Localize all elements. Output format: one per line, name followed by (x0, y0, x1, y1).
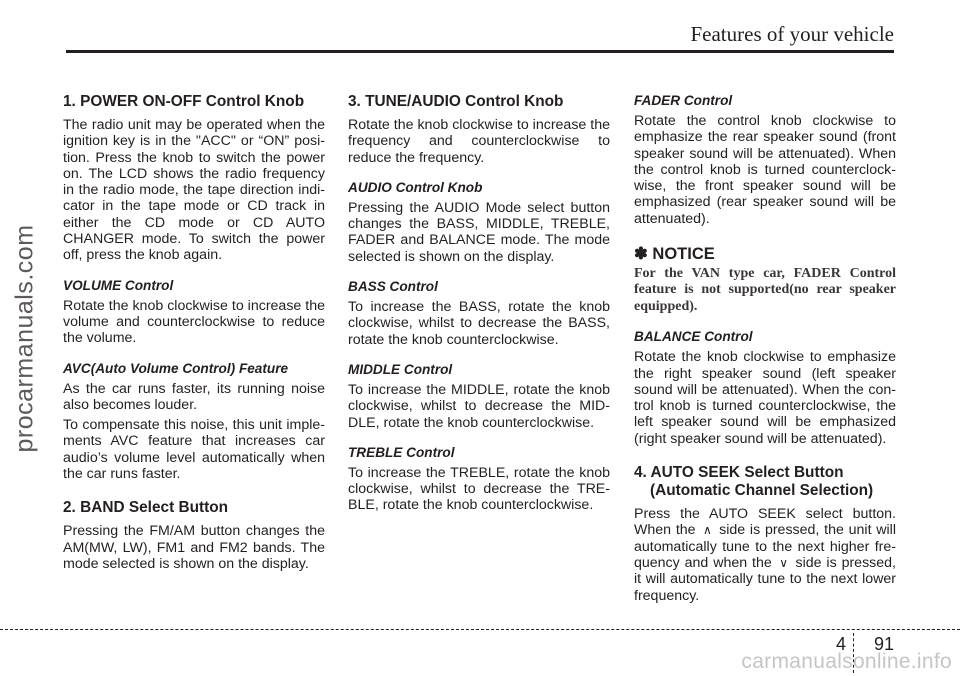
paragraph-fader: Rotate the control knob clockwise to emphasize the rear speaker sound (front speaker sound will be attenuated). When the control knob is turned counterclock-wise, the front speaker sound will be emphasized (rear speaker sound will be attenuated). (634, 113, 896, 227)
paragraph-treble: To increase the TREBLE, rotate the knob clockwise, whilst to decrease the TRE-BLE, rotate the knob counterclockwise. (348, 464, 610, 514)
paragraph-tune: Rotate the knob clockwise to increase the frequency and counterclockwise to reduce the frequency. (348, 117, 610, 166)
notice-heading (634, 244, 896, 264)
subheading-middle: MIDDLE Control (348, 361, 453, 377)
paragraph-middle: To increase the MIDDLE, rotate the knob clockwise, whilst to decrease the MID-DLE, rotate the knob counterclockwise. (348, 381, 610, 431)
paragraph-auto-seek-part1: Press the AUTO SEEK select button. When the (634, 506, 896, 539)
column-2 (348, 93, 610, 514)
paragraph-audio: Pressing the AUDIO Mode select button changes the BASS, MIDDLE, TREBLE, FADER and BALANCE mode. The mode selected is shown on the display. (348, 199, 610, 265)
side-watermark-text: procarmanuals.com (10, 223, 39, 453)
section-heading-auto-seek-line2: (Automatic Channel Selection) (650, 482, 874, 500)
paragraph-auto-seek (634, 506, 896, 604)
paragraph-auto-seek-part3: side is pressed, it will automatically tune to the next lower frequency. (634, 554, 896, 604)
subheading-treble: TREBLE Control (348, 444, 455, 460)
paragraph-bass: To increase the BASS, rotate the knob clockwise, whilst to decrease the BASS, rotate the knob counterclockwise. (348, 299, 610, 348)
seek-up-icon: ∧ (702, 523, 712, 538)
paragraph-auto-seek-part2: side is pressed, the unit will automatically tune to the next higher fre-quency and when the (634, 522, 896, 571)
subheading-balance: BALANCE Control (634, 329, 753, 345)
notice-title: NOTICE (652, 245, 715, 264)
page-number: 91 (873, 634, 894, 654)
footer-rule (0, 629, 960, 630)
subheading-audio: AUDIO Control Knob (348, 179, 483, 195)
paragraph-volume: Rotate the knob clockwise to increase the volume and counterclockwise to reduce the volume. (63, 297, 325, 347)
page-header-title: Features of your vehicle (690, 22, 894, 46)
seek-down-icon: ∨ (779, 555, 789, 570)
column-1 (63, 93, 325, 572)
section-heading-band: 2. BAND Select Button (63, 499, 229, 517)
column-3 (634, 93, 896, 604)
side-watermark (2, 0, 48, 676)
paragraph-band: Pressing the FM/AM button changes the AM(MW, LW), FM1 and FM2 bands. The mode selected is shown on the display. (63, 523, 325, 572)
section-heading-power: 1. POWER ON-OFF Control Knob (63, 93, 305, 110)
header-rule (66, 50, 894, 53)
subheading-bass: BASS Control (348, 279, 438, 295)
paragraph-avc-1: As the car runs faster, its running noise also becomes louder. (63, 380, 325, 413)
section-heading-auto-seek (634, 464, 896, 500)
notice-asterisk-icon: ✽ (634, 245, 648, 264)
subheading-avc: AVC(Auto Volume Control) Feature (63, 360, 289, 376)
section-heading-tune: 3. TUNE/AUDIO Control Knob (348, 93, 564, 110)
paragraph-avc-2: To compensate this noise, this unit imple-ments AVC feature that increases car audio’s volume level automatically when the car runs faster. (63, 417, 325, 483)
chapter-number: 4 (835, 634, 846, 654)
section-heading-auto-seek-line1: 4. AUTO SEEK Select Button (634, 464, 844, 482)
subheading-fader: FADER Control (634, 93, 733, 108)
paragraph-balance: Rotate the knob clockwise to emphasize the right speaker sound (left speaker sound will be attenuated). When the con-trol knob is turned counterclockwise, the left speaker sound will be emphasized (right speaker sound will be attenuated). (634, 349, 896, 447)
footer-watermark: carmanualsonline.info (741, 650, 952, 673)
paragraph-power: The radio unit may be operated when the ignition key is in the "ACC" or “ON” posi-tion. Press the knob to switch the power on. The LCD shows the radio frequency in the radio mode, the tape direction indi-cator in the tape mode or CD track in either the CD mode or CD AUTO CHANGER mode. To switch the power off, press the knob again. (63, 117, 325, 264)
subheading-volume: VOLUME Control (63, 277, 174, 293)
notice-text: For the VAN type car, FADER Control feature is not supported(no rear speaker equipped). (634, 266, 896, 314)
